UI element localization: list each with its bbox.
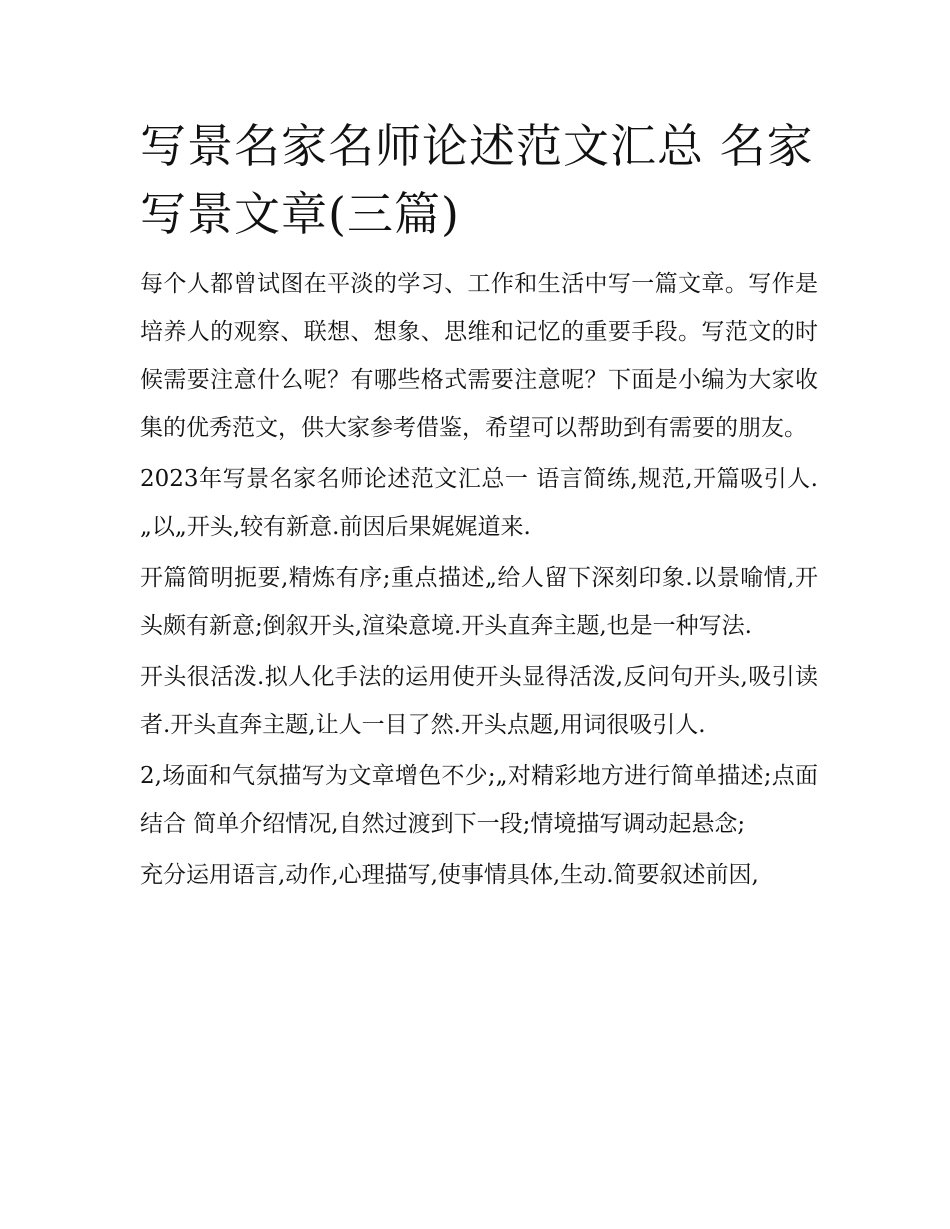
- document-body: [140, 112, 818, 902]
- intro-paragraph: 每个人都曾试图在平淡的学习、工作和生活中写一篇文章。写作是培养人的观察、联想、想象、思维和记忆的重要手段。写范文的时候需要注意什么呢？有哪些格式需要注意呢？下面是小编为大家收集的优秀范文，供大家参考借鉴，希望可以帮助到有需要的朋友。: [140, 271, 818, 441]
- document-title: 写景名家名师论述范文汇总 名家写景文章(三篇): [140, 119, 814, 241]
- body-paragraph-4: 2,场面和气氛描写为文章增色不少;„对精彩地方进行简单描述;点面结合 简单介绍情况,自然过渡到下一段;情境描写调动起悬念;: [140, 763, 818, 837]
- body-paragraph-1: 2023年写景名家名师论述范文汇总一 语言简练,规范,开篇吸引人.„以„开头,较有新意.前因后果娓娓道来.: [140, 466, 818, 540]
- body-paragraph-2: 开篇简明扼要,精炼有序;重点描述„给人留下深刻印象.以景喻情,开头颇有新意;倒叙开头,渲染意境.开头直奔主题,也是一种写法.: [140, 565, 818, 639]
- body-paragraph-3: 开头很活泼.拟人化手法的运用使开头显得活泼,反问句开头,吸引读者.开头直奔主题,让人一目了然.开头点题,用词很吸引人.: [140, 664, 818, 738]
- body-paragraph-5: 充分运用语言,动作,心理描写,使事情具体,生动.简要叙述前因,: [140, 862, 759, 888]
